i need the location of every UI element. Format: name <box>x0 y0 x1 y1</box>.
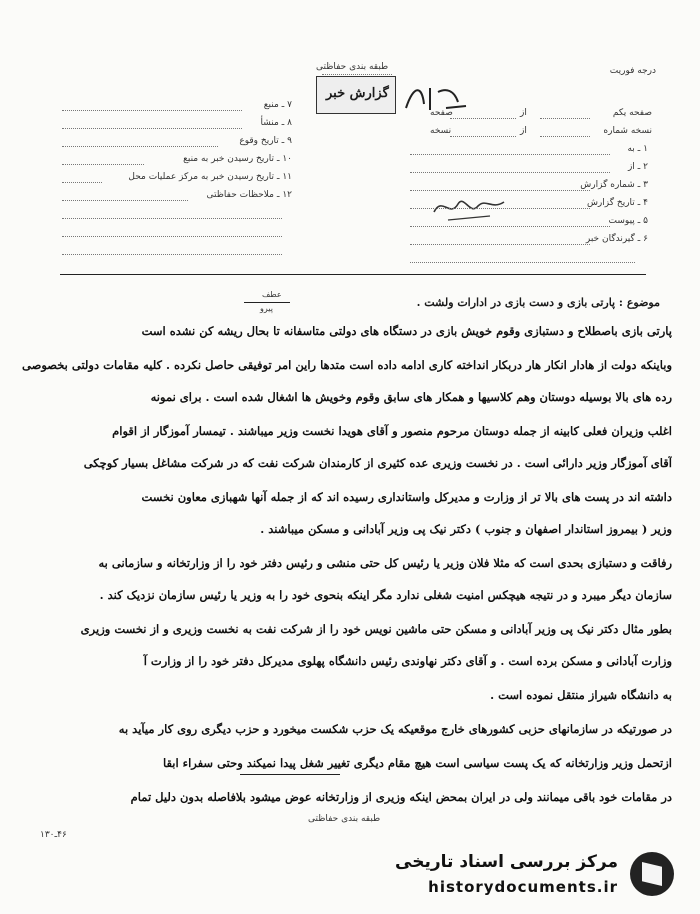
copy-from-label: از <box>520 126 527 136</box>
report-type-title: گزارش خبر <box>326 86 389 101</box>
field-report-date-line <box>410 208 590 209</box>
watermark-band <box>0 836 700 914</box>
field-news-to-source-date: ۱۰ ـ تاریخ رسیدن خبر به منبع <box>183 154 292 164</box>
field-news-to-center-date-line <box>62 182 102 183</box>
field-security-notes: ۱۲ ـ ملاحظات حفاظتی <box>206 190 292 200</box>
handwritten-mark <box>400 78 472 118</box>
body-line: رده های بالا بوسیله دوستان وهم کلاسیها و همکار های سابق وقوم وخویش ها اشغال شده است . برای نمونه <box>150 390 672 404</box>
brand-name[interactable]: مرکز بررسی اسناد تاریخی <box>395 852 618 872</box>
field-attachment: ۵ ـ پیوست <box>608 216 648 226</box>
field-report-number: ۳ ـ شماره گزارش <box>580 180 648 190</box>
field-security-notes-line-2 <box>62 218 282 219</box>
field-occurrence-date-line <box>62 146 218 147</box>
brand-url[interactable]: historydocuments.ir <box>428 878 618 896</box>
priority-label: درجه فوریت <box>609 66 656 76</box>
classification-line <box>322 74 392 75</box>
page-from-line <box>450 118 516 119</box>
copy-no-label: نسخه شماره <box>603 126 652 136</box>
field-report-number-line <box>410 190 590 191</box>
body-line: در مقامات خود باقی میمانند ولی در ایران بمحض اینکه وزیری از وزارتخانه عوض میشود بلافاصله بدون دلیل تمام <box>130 790 672 804</box>
document-number: ۴۶ـ۱۳۰ <box>40 830 67 840</box>
body-line: وباینکه دولت از هادار انکار هار دربکار انداخته کاری ادامه داده است متدها راین امر توفیقی حاصل نکرده . کلیه مقامات دولتی بخصوصی <box>22 358 672 372</box>
copy-from-line <box>450 136 516 137</box>
field-source: ۷ ـ منبع <box>263 100 292 110</box>
field-source-line <box>62 110 242 111</box>
classification-bottom: طبقه بندی حفاظتی <box>308 814 381 824</box>
handwritten-signature <box>430 190 510 224</box>
field-to-line <box>410 154 610 155</box>
body-line: وزارت آبادانی و مسکن برده است . و آقای دکتر نهاوندی رئیس دانشگاه پهلوی مدیرکل دفتر خود را از وزارت آ <box>143 654 672 668</box>
subject-line: موضوع : پارتی بازی و دست بازی در ادارات ولشت . <box>416 296 660 309</box>
field-recipients-line <box>410 244 590 245</box>
body-line: اغلب وزیران فعلی کابینه از جمله دوستان مرحوم منصور و آقای هویدا نخست وزیر میباشند . تیمسار آموزگار از اقوام <box>112 424 672 438</box>
field-news-to-center-date: ۱۱ ـ تاریخ رسیدن خبر به مرکز عملیات محل <box>128 172 292 182</box>
page-one-line <box>540 118 590 119</box>
body-line: داشته اند در پست های بالا تر از وزارت و مدیرکل واستانداری رسیده اند که از جمله آنها شهبازی معاون نخست <box>141 490 672 504</box>
field-origin: ۸ ـ منشأ <box>260 118 292 128</box>
field-occurrence-date: ۹ ـ تاریخ وقوع <box>239 136 292 146</box>
reference-atf: عطف <box>262 290 282 299</box>
field-recipients: ۶ ـ گیرندگان خبر <box>585 234 648 244</box>
body-line: به دانشگاه شیراز منتقل نموده است . <box>490 688 672 702</box>
page-from-label: از <box>520 108 527 118</box>
body-line: آقای آموزگار وزیر دارائی است . در نخست وزیری عده کثیری از کارمندان شرکت نفت که در شرکت مشاغل بسیار کوچکی <box>83 456 672 470</box>
field-to: ۱ ـ به <box>627 144 648 154</box>
field-attachment-line <box>410 226 610 227</box>
field-security-notes-line-4 <box>62 254 282 255</box>
underline-mark <box>240 774 340 775</box>
body-line: وزیر ( بیمروز استاندار اصفهان و جنوب ) دکتر نیک پی وزیر آبادانی و مسکن میباشند . <box>260 522 672 536</box>
field-news-to-source-date-line <box>62 164 144 165</box>
body-line: ازتحمل وزیر وزارتخانه که یک پست سیاسی است هیچ مقام دیگری تغییر شغل پیدا نمیکند وحتی سفراء ابقا <box>162 756 672 770</box>
copy-label: نسخه <box>430 126 452 136</box>
page-one-label: صفحه یکم <box>612 108 652 118</box>
field-report-date: ۴ ـ تاریخ گزارش <box>586 198 648 208</box>
field-security-notes-line <box>62 200 188 201</box>
field-origin-line <box>62 128 242 129</box>
page-label: صفحه <box>430 108 453 118</box>
field-recipients-line-2 <box>410 262 635 263</box>
body-line: در صورتیکه در سازمانهای حزبی کشورهای خارج موقعیکه یک حزب شکست میخورد و حزب دیگری روی کار میآید به <box>118 722 672 736</box>
body-line: بطور مثال دکتر نیک پی وزیر آبادانی و مسکن حتی ماشین نویس خود را از شرکت نفت به نخست وزیری و از نخست وزیری <box>80 622 672 636</box>
reference-peyro: پیرو <box>260 304 273 313</box>
body-line: سازمان دیگر میبرد و در نتیجه هیچکس امنیت شغلی ندارد مگر اینکه بنحوی خود را به وزیر یا رئیس سازمان نزدیک کند . <box>99 588 672 602</box>
classification-top: طبقه بندی حفاظتی <box>316 62 389 72</box>
reference-divider <box>244 302 290 303</box>
copy-no-line <box>540 136 590 137</box>
body-line: پارتی بازی باصطلاح و دستبازی وقوم خویش بازی در دستگاه های دولتی متاسفانه تا بحال ریشه کن نشده است <box>141 324 672 338</box>
field-security-notes-line-3 <box>62 236 282 237</box>
field-from: ۲ ـ از <box>627 162 648 172</box>
header-separator <box>60 274 646 275</box>
field-from-line <box>410 172 610 173</box>
body-line: رفاقت و دستبازی بحدی است که مثلا فلان وزیر یا رئیس کل حتی منشی و رئیس دفتر خود را از وزارتخانه و سازمانی به <box>98 556 672 570</box>
